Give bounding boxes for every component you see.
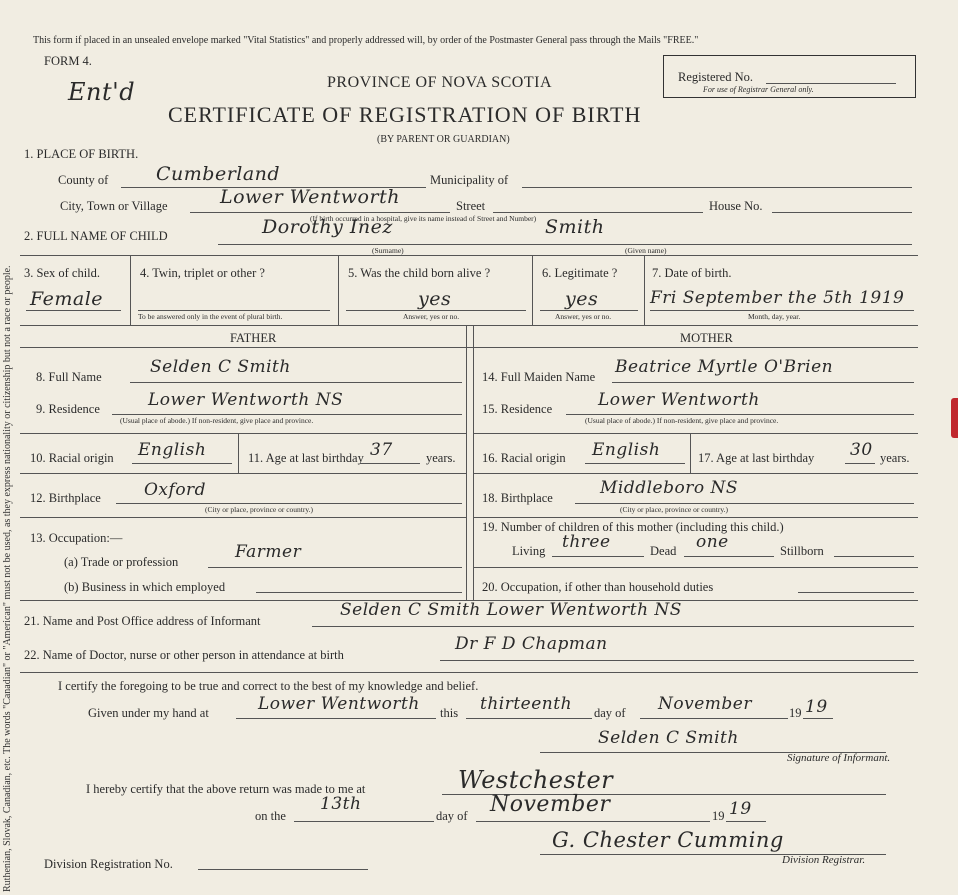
given-caption: (Given name) [625, 246, 667, 255]
municipality-label: Municipality of [430, 173, 509, 187]
date-label: 7. Date of birth. [652, 266, 732, 280]
living-label: Living [512, 544, 546, 558]
given-day: thirteenth [480, 694, 573, 714]
signature-caption: Signature of Informant. [787, 752, 891, 764]
mother-name-label: 14. Full Maiden Name [482, 370, 596, 384]
on-year: 19 [729, 799, 752, 819]
given-under-label: Given under my hand at [88, 706, 209, 720]
doctor-label: 22. Name of Doctor, nurse or other person in attendance at birth [24, 648, 344, 662]
city-label: City, Town or Village [60, 199, 168, 213]
place-label: 1. PLACE OF BIRTH. [24, 147, 139, 161]
father-age-label: 11. Age at last birthday [248, 451, 364, 465]
surname-caption: (Surname) [372, 246, 404, 255]
mother-residence-label: 15. Residence [482, 402, 553, 416]
mother-age-label: 17. Age at last birthday [698, 451, 815, 465]
division-registration-label: Division Registration No. [44, 857, 173, 871]
registered-label: Registered No. [678, 70, 753, 84]
mother-birthplace: Middleboro NS [600, 478, 739, 498]
father-racial: English [138, 440, 207, 460]
doctor-value: Dr F D Chapman [455, 634, 608, 654]
alive-value: yes [418, 288, 452, 310]
occupation-label: 13. Occupation:— [30, 531, 123, 545]
year-prefix: 19 [789, 706, 802, 720]
province-heading: PROVINCE OF NOVA SCOTIA [327, 74, 553, 91]
sex-label: 3. Sex of child. [24, 266, 101, 280]
father-years: years. [426, 451, 456, 465]
date-note: Month, day, year. [748, 312, 801, 321]
certify-text: I certify the foregoing to be true and correct to the best of my knowledge and belief. [58, 679, 479, 693]
registrar-caption: Division Registrar. [782, 854, 866, 866]
stillborn-label: Stillborn [780, 544, 824, 558]
child-surname: Smith [545, 216, 605, 238]
certificate-title: CERTIFICATE OF REGISTRATION OF BIRTH [168, 102, 642, 127]
mother-residence: Lower Wentworth [598, 390, 760, 410]
mother-name: Beatrice Myrtle O'Brien [615, 357, 834, 377]
on-month: November [490, 792, 611, 817]
side-note: Ruthenian, Slovak, Canadian, etc. The words "Canadian" or "American" must not be used, as they express nationality or citizenship but not a race or people. [2, 265, 13, 892]
red-tab [951, 398, 958, 438]
given-place: Lower Wentworth [258, 694, 420, 714]
mother-heading: MOTHER [680, 331, 733, 345]
sex-value: Female [30, 288, 104, 310]
legitimate-note: Answer, yes or no. [555, 312, 612, 321]
form-number: FORM 4. [44, 54, 92, 68]
mail-notice: This form if placed in an unsealed envelope marked "Vital Statistics" and properly addressed will, by order of the Postmaster General pass through the Mails "FREE." [33, 35, 699, 46]
return-place: Westchester [458, 766, 614, 794]
informant-signature: Selden C Smith [598, 728, 739, 748]
mother-birthplace-note: (City or place, province or country.) [620, 505, 729, 514]
children-label: 19. Number of children of this mother (including this child.) [482, 520, 784, 534]
trade-label: (a) Trade or profession [64, 555, 179, 569]
mother-residence-note: (Usual place of abode.) If non-resident, give place and province. [585, 416, 779, 425]
trade-value: Farmer [235, 542, 302, 562]
day-of-label: day of [594, 706, 626, 720]
return-label: I hereby certify that the above return was made to me at [86, 782, 366, 796]
mother-years: years. [880, 451, 910, 465]
given-year: 19 [805, 697, 828, 717]
father-heading: FATHER [230, 331, 277, 345]
father-birthplace: Oxford [144, 480, 207, 500]
dead-value: one [696, 532, 729, 552]
alive-label: 5. Was the child born alive ? [348, 266, 491, 280]
on-day-of-label: day of [436, 809, 468, 823]
county-label: County of [58, 173, 109, 187]
date-value: Fri September the 5th 1919 [650, 288, 905, 308]
mother-age: 30 [850, 440, 873, 460]
house-label: House No. [709, 199, 763, 213]
on-the-label: on the [255, 809, 286, 823]
father-residence-note: (Usual place of abode.) If non-resident, give place and province. [120, 416, 314, 425]
father-name-label: 8. Full Name [36, 370, 102, 384]
child-name-label: 2. FULL NAME OF CHILD [24, 229, 168, 243]
child-given-name: Dorothy Inez [262, 216, 393, 238]
certificate-subtitle: (BY PARENT OR GUARDIAN) [377, 134, 510, 145]
legitimate-label: 6. Legitimate ? [542, 266, 618, 280]
on-day: 13th [320, 794, 362, 814]
registrar-signature: G. Chester Cumming [552, 828, 784, 852]
dead-label: Dead [650, 544, 677, 558]
business-label: (b) Business in which employed [64, 580, 226, 594]
informant-label: 21. Name and Post Office address of Informant [24, 614, 261, 628]
father-birthplace-note: (City or place, province or country.) [205, 505, 314, 514]
county-value: Cumberland [156, 163, 281, 185]
on-year-prefix: 19 [712, 809, 725, 823]
informant-value: Selden C Smith Lower Wentworth NS [340, 600, 682, 620]
mother-birthplace-label: 18. Birthplace [482, 491, 553, 505]
alive-note: Answer, yes or no. [403, 312, 460, 321]
father-birthplace-label: 12. Birthplace [30, 491, 101, 505]
legitimate-value: yes [565, 288, 599, 310]
registrar-general-note: For use of Registrar General only. [703, 85, 814, 94]
twin-note: To be answered only in the event of plural birth. [138, 312, 283, 321]
father-name: Selden C Smith [150, 357, 291, 377]
father-residence-label: 9. Residence [36, 402, 100, 416]
mother-racial: English [592, 440, 661, 460]
father-residence: Lower Wentworth NS [148, 390, 344, 410]
hospital-note: (If birth occurred in a hospital, give its name instead of Street and Number) [310, 214, 537, 223]
father-age: 37 [370, 440, 393, 460]
city-value: Lower Wentworth [220, 186, 400, 208]
mother-racial-label: 16. Racial origin [482, 451, 566, 465]
street-label: Street [456, 199, 486, 213]
twin-label: 4. Twin, triplet or other ? [140, 266, 265, 280]
living-value: three [562, 532, 611, 552]
entered-mark: Ent'd [68, 78, 136, 106]
this-label: this [440, 706, 459, 720]
mother-occupation-label: 20. Occupation, if other than household duties [482, 580, 714, 594]
given-month: November [658, 694, 752, 714]
father-racial-label: 10. Racial origin [30, 451, 114, 465]
